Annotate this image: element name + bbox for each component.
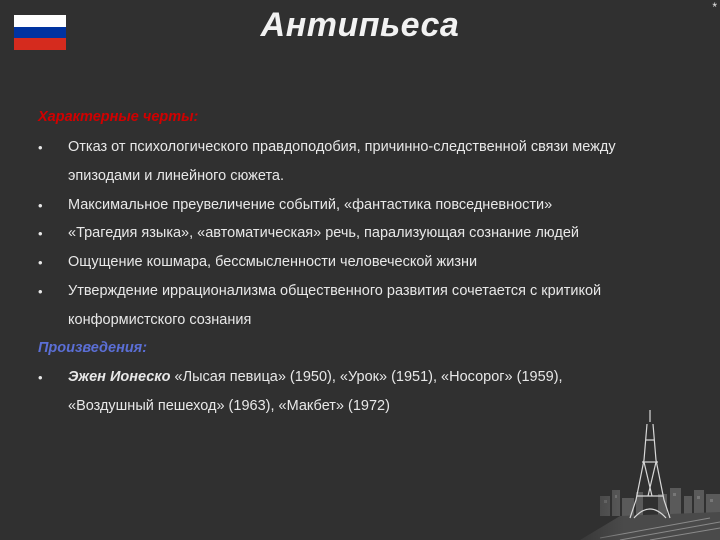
feature-5-line1: Утверждение иррационализма общественного развития сочетается с критикой	[68, 283, 602, 299]
feature-3: «Трагедия языка», «автоматическая» речь, парализующая сознание людей	[68, 225, 579, 241]
bullet-marker: •	[38, 198, 43, 213]
feature-2: Максимальное преувеличение событий, «фантастика повседневности»	[68, 197, 553, 213]
slide-title: Антипьеса	[260, 6, 460, 44]
page-mark: *	[712, 0, 717, 14]
works-heading: Произведения:	[38, 340, 148, 356]
feature-5-line2: конформистского сознания	[68, 312, 252, 328]
features-heading: Характерные черты:	[38, 109, 199, 125]
works-line1	[68, 369, 563, 385]
feature-1-line1: Отказ от психологического правдоподобия, причинно-следственной связи между	[68, 139, 616, 155]
feature-1-line2: эпизодами и линейного сюжета.	[68, 168, 285, 184]
bullet-marker: •	[38, 140, 43, 155]
eiffel-tower-cityscape-image	[560, 400, 720, 540]
works-list-part1: «Лысая певица» (1950), «Урок» (1951), «Носорог» (1959),	[170, 369, 563, 385]
bullet-marker: •	[38, 370, 43, 385]
bullet-marker: •	[38, 226, 43, 241]
author-name: Эжен Ионеско	[68, 369, 171, 385]
feature-4: Ощущение кошмара, бессмысленности человеческой жизни	[68, 254, 478, 270]
bullet-marker: •	[38, 284, 43, 299]
bullet-marker: •	[38, 255, 43, 270]
works-line2: «Воздушный пешеход» (1963), «Макбет» (1972)	[68, 398, 390, 414]
